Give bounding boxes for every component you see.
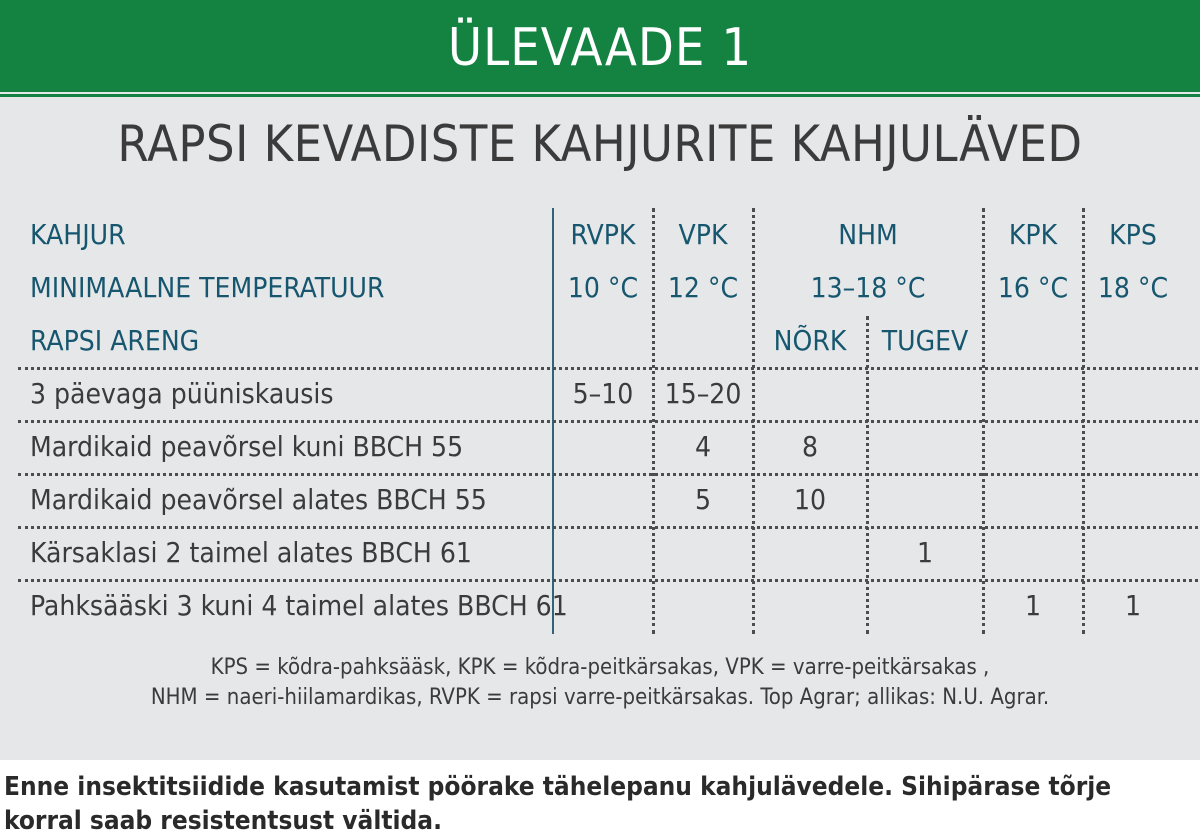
footnote-line-2: NHM = naeri-hiilamardikas, RVPK = rapsi varre-peitkärsakas. Top Agrar; allikas: N.U. Agrar. [150, 685, 1050, 710]
column-temp-vpk: 12 °C [667, 271, 739, 304]
column-header-kpk: KPK [1008, 218, 1058, 251]
column-header-rvpk: RVPK [570, 218, 636, 251]
table-row-label: Pahksääski 3 kuni 4 taimel alates BBCH 61 [30, 589, 568, 622]
row-label-pest: KAHJUR [30, 218, 126, 251]
table-cell-rvpk: 5–10 [572, 377, 634, 410]
row-label-min-temp: MINIMAALNE TEMPERATUUR [30, 271, 385, 304]
footnote-line-1: KPS = kõdra-pahksääsk, KPK = kõdra-peitkärsakas, VPK = varre-peitkärsakas , [210, 655, 990, 680]
table-row-label: 3 päevaga püüniskausis [30, 377, 334, 410]
row-divider [18, 473, 1198, 476]
row-label-rape-stage: RAPSI ARENG [30, 324, 200, 357]
table-cell-nhm-weak: 8 [801, 430, 819, 463]
table-cell-nhm-strong: 1 [916, 536, 934, 569]
table-cell-kps: 1 [1124, 589, 1142, 622]
row-divider [18, 526, 1198, 529]
column-subheader-nhm-strong: TUGEV [881, 324, 969, 357]
caption-text: Enne insektitsiidide kasutamist pöörake tähelepanu kahjulävedele. Sihipärase tõrje korral saab resistentsust vältida. [4, 772, 1112, 836]
column-header-nhm: NHM [838, 218, 898, 251]
table-cell-vpk: 15–20 [664, 377, 742, 410]
row-divider [18, 367, 1198, 370]
column-header-vpk: VPK [678, 218, 728, 251]
column-temp-kps: 18 °C [1097, 271, 1169, 304]
table-row-label: Mardikaid peavõrsel alates BBCH 55 [30, 483, 487, 516]
table-cell-kpk: 1 [1024, 589, 1042, 622]
column-header-kps: KPS [1109, 218, 1157, 251]
column-temp-kpk: 16 °C [997, 271, 1069, 304]
table-row-label: Kärsaklasi 2 taimel alates BBCH 61 [30, 536, 472, 569]
header-divider [0, 94, 1200, 97]
table-row-label: Mardikaid peavõrsel kuni BBCH 55 [30, 430, 464, 463]
column-subheader-nhm-weak: NÕRK [773, 324, 847, 357]
row-divider [18, 420, 1198, 423]
column-temp-nhm: 13–18 °C [810, 271, 926, 304]
column-temp-rvpk: 10 °C [567, 271, 639, 304]
table-cell-nhm-weak: 10 [793, 483, 827, 516]
row-divider [18, 579, 1198, 582]
table-cell-vpk: 5 [694, 483, 712, 516]
table-title: RAPSI KEVADISTE KAHJURITE KAHJULÄVED [117, 115, 1083, 173]
header-title: ÜLEVAADE 1 [447, 18, 753, 78]
table-cell-vpk: 4 [694, 430, 712, 463]
